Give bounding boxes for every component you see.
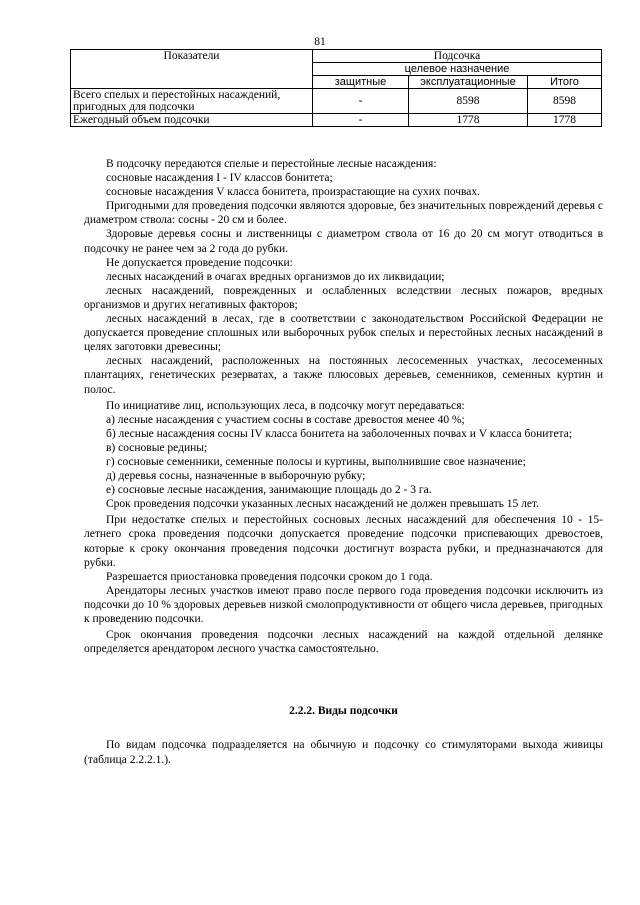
paragraph: лесных насаждений в лесах, где в соответствии с законодательством Российской Федерации не допускается проведение сплошных или выборочных рубок спелых и перестойных лесных насаждений в целях заготовки древесины;	[84, 313, 603, 354]
paragraph: лесных насаждений, расположенных на постоянных лесосеменных участках, лесосеменных плантациях, генетических резерватах, а также плюсовых деревьев, семенников, семенных куртин и полос.	[84, 355, 603, 396]
body-text	[84, 157, 603, 656]
closing-text	[84, 738, 603, 768]
paragraph: а) лесные насаждения с участием сосны в составе древостоя менее 40 %;	[106, 413, 465, 426]
header-protective: защитные	[313, 76, 409, 89]
paragraph: г) сосновые семенники, семенные полосы и куртины, выполнившие свое назначение;	[106, 455, 526, 468]
paragraph: Здоровые деревья сосны и лиственницы с диаметром ствола от 16 до 20 см могут отводиться в подсочку не ранее чем за 2 года до рубки.	[84, 228, 603, 255]
cell-operational: 8598	[409, 89, 528, 114]
paragraph: Арендаторы лесных участков имеют право после первого года проведения подсочки исключить из подсочки до 10 % здоровых деревьев низкой смолопродуктивности от общего числа деревьев, пригодных к проведению подсочки.	[84, 584, 603, 625]
paragraph: При недостатке спелых и перестойных сосновых лесных насаждений для обеспечения 10 - 15-летнего срока проведения подсочки допускается проведение подсочки приспевающих древостоев, которые к сроку окончания проведения подсочки достигнут возраста рубки, и предназначаются для рубки.	[84, 514, 603, 569]
paragraph: лесных насаждений в очагах вредных организмов до их ликвидации;	[106, 270, 445, 283]
paragraph: сосновые насаждения V класса бонитета, произрастающие на сухих почвах.	[106, 186, 480, 199]
table-row	[71, 114, 602, 127]
paragraph: в) сосновые редины;	[106, 441, 208, 454]
paragraph: По инициативе лиц, использующих леса, в подсочку могут передаваться:	[106, 399, 465, 412]
paragraph: д) деревья сосны, назначенные в выборочную рубку;	[106, 470, 366, 483]
paragraph: е) сосновые лесные насаждения, занимающие площадь до 2 - 3 га.	[106, 484, 432, 497]
paragraph: По видам подсочка подразделяется на обычную и подсочку со стимуляторами выхода живицы (таблица 2.2.2.1.).	[84, 739, 603, 766]
cell-total: 8598	[528, 89, 602, 114]
paragraph: В подсочку передаются спелые и перестойные лесные насаждения:	[106, 158, 437, 170]
paragraph: Срок окончания проведения подсочки лесных насаждений на каждой отдельной делянке определяется арендатором лесного участка самостоятельно.	[84, 629, 603, 656]
cell-operational: 1778	[409, 114, 528, 127]
paragraph: Разрешается приостановка проведения подсочки сроком до 1 года.	[106, 570, 433, 583]
cell-total: 1778	[528, 114, 602, 127]
row-label: Ежегодный объем подсочки	[71, 114, 313, 127]
table-header-row	[71, 50, 602, 63]
cell-protective: -	[313, 89, 409, 114]
section-heading: 2.2.2. Виды подсочки	[289, 705, 398, 717]
paragraph: Не допускается проведение подсочки:	[106, 256, 293, 269]
paragraph: б) лесные насаждения сосны IV класса бонитета на заболоченных почвах и V класса бонитета;	[106, 427, 573, 440]
header-indicators: Показатели	[71, 50, 313, 89]
header-total: Итого	[528, 76, 602, 89]
header-purpose: целевое назначение	[313, 63, 602, 76]
table-row	[71, 89, 602, 114]
paragraph: Срок проведения подсочки указанных лесных насаждений не должен превышать 15 лет.	[106, 498, 540, 511]
paragraph: сосновые насаждения I - IV классов бонитета;	[106, 172, 333, 185]
row-label: Всего спелых и перестойных насаждений, пригодных для подсочки	[71, 89, 313, 114]
resin-tapping-table	[70, 49, 602, 127]
paragraph: лесных насаждений, поврежденных и ослабленных вследствии лесных пожаров, вредных организмов и других негативных факторов;	[84, 284, 603, 311]
paragraph: Пригодными для проведения подсочки являются здоровые, без значительных повреждений деревья с диаметром ствола: сосны - 20 см и более.	[84, 200, 603, 227]
header-tapping: Подсочка	[313, 50, 602, 63]
page-number: 81	[314, 36, 326, 48]
header-operational: эксплуатационные	[409, 76, 528, 89]
cell-protective: -	[313, 114, 409, 127]
